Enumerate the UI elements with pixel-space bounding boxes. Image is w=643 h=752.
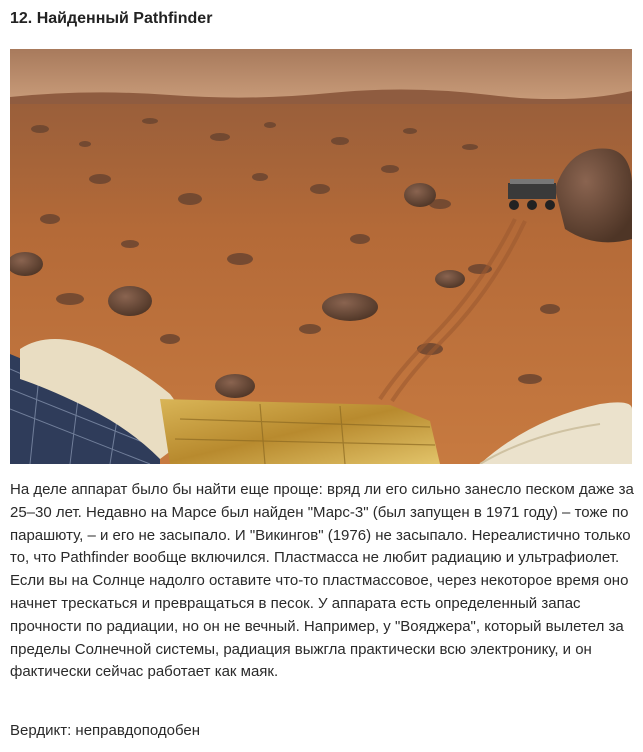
sky xyxy=(10,49,632,99)
sojourner-rover xyxy=(508,179,556,210)
rock-mid xyxy=(404,183,436,207)
verdict-text: Вердикт: неправдоподобен xyxy=(10,722,201,739)
article-heading: 12. Найденный Pathfinder xyxy=(10,10,213,27)
mars-surface-photo xyxy=(10,49,632,464)
rock-right-small xyxy=(435,270,465,288)
mars-landscape-illustration xyxy=(10,49,632,464)
rock-left xyxy=(108,286,152,316)
rock-lower xyxy=(215,374,255,398)
rock-center xyxy=(322,293,378,321)
lander-petal-gold xyxy=(160,399,440,464)
article-paragraph: На деле аппарат было бы найти еще проще: вряд ли его сильно занесло песком даже за 25–30 лет. Недавно на Марсе был найден "Марс-3" (был запущен в 1971 году) – тоже по парашюту, – и его не засыпало. И "Викингов" (1976) не засыпало. Нереалистично только то, что Pathfinder вообще включился. Пластмасса не любит радиацию и ультрафиолет. Если вы на Солнце надолго оставите что-то пластмассовое, через некоторое время оно начнет трескаться и превращаться в песок. У аппарата есть определенный запас прочности по радиации, но он не вечный. Например, у "Вояджера", который вылетел за пределы Солнечной системы, радиация выжгла практически всю электронику, и он фактически сейчас работает как маяк. xyxy=(10,481,634,681)
